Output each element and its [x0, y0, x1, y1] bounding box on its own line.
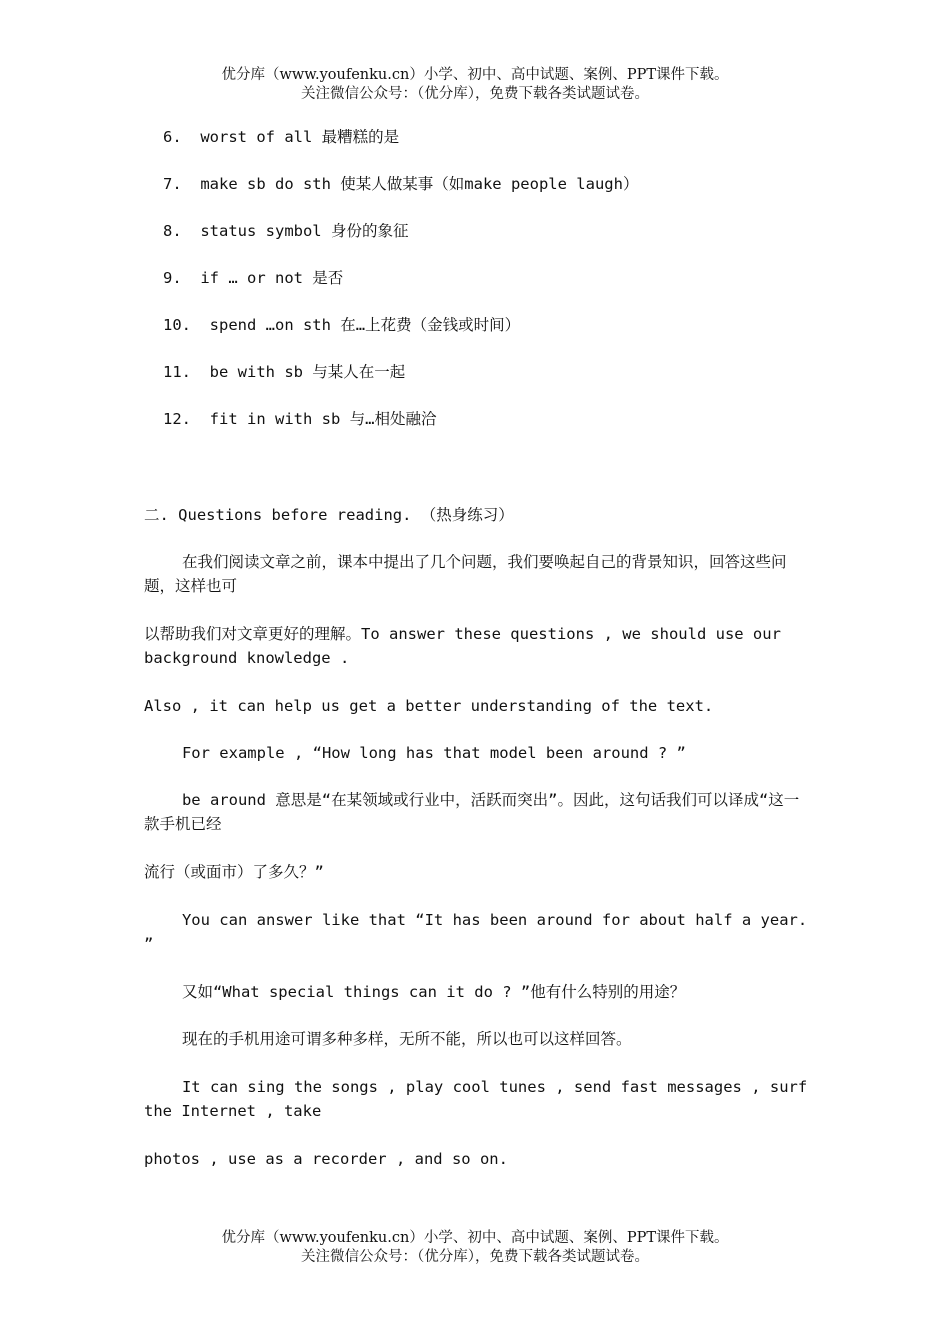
phrase-item-10: 10. spend …on sth 在…上花费（金钱或时间） — [163, 316, 521, 334]
paragraph-intro: 在我们阅读文章之前，课本中提出了几个问题，我们要唤起自己的背景知识，回答这些问题，这样也可 — [144, 553, 787, 595]
paragraph-also: Also , it can help us get a better understanding of the text. — [144, 697, 714, 715]
phrase-item-6: 6. worst of all 最糟糕的是 — [163, 128, 400, 146]
paragraph-be-around: be around 意思是“在某领域或行业中，活跃而突出”。因此，这句话我们可以译成“这一款手机已经 — [144, 791, 800, 833]
paragraph-translation: 流行（或面市）了多久？” — [144, 863, 324, 881]
footer-line-1: 优分库（www.youfenku.cn）小学、初中、高中试题、案例、PPT课件下载。 — [221, 1230, 729, 1246]
paragraph-purpose: 以帮助我们对文章更好的理解。To answer these questions , we should use our background knowledge . — [144, 625, 781, 667]
footer-line-2: 关注微信公众号：（优分库），免费下载各类试题试卷。 — [301, 1249, 649, 1265]
paragraph-functions-end: photos , use as a recorder , and so on. — [144, 1150, 508, 1168]
paragraph-functions: It can sing the songs , play cool tunes , send fast messages , surf the Internet , take — [144, 1078, 808, 1120]
phrase-item-11: 11. be with sb 与某人在一起 — [163, 363, 406, 381]
paragraph-uses: 现在的手机用途可谓多种多样，无所不能，所以也可以这样回答。 — [181, 1030, 632, 1048]
paragraph-example: For example , “How long has that model been around ? ” — [181, 744, 686, 762]
page-header — [0, 66, 950, 104]
header-line-2: 关注微信公众号：（优分库），免费下载各类试题试卷。 — [301, 86, 649, 102]
phrase-item-7: 7. make sb do sth 使某人做某事（如make people laugh） — [163, 175, 639, 193]
paragraph-answer: You can answer like that “It has been around for about half a year. ” — [144, 911, 808, 953]
paragraph-special-things: 又如“What special things can it do ? ”他有什么特别的用途？ — [181, 983, 686, 1001]
phrase-item-8: 8. status symbol 身份的象征 — [163, 222, 409, 240]
header-line-1: 优分库（www.youfenku.cn）小学、初中、高中试题、案例、PPT课件下载。 — [221, 67, 729, 83]
phrase-item-9: 9. if … or not 是否 — [163, 269, 344, 287]
page-footer — [0, 1229, 950, 1267]
phrase-item-12: 12. fit in with sb 与…相处融洽 — [163, 410, 437, 428]
section-heading: 二. Questions before reading. （热身练习） — [144, 506, 514, 524]
